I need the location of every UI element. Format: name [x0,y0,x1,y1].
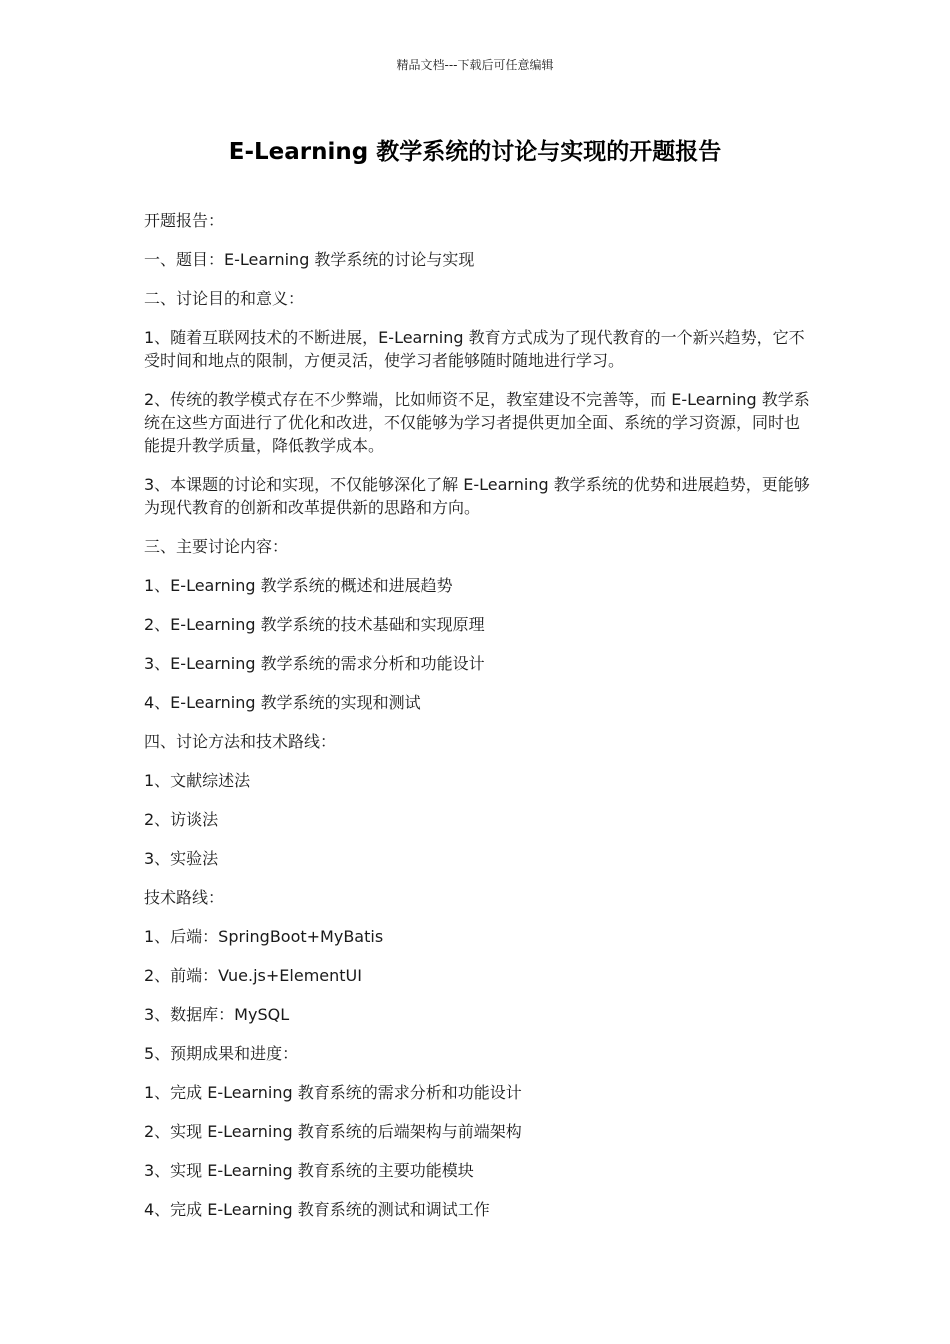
list-item-content-1: 1、E-Learning 教学系统的概述和进展趋势 [144,576,453,595]
heading-outcomes: 5、预期成果和进度： [144,1044,299,1063]
paragraph-report-label: 开题报告： [144,211,225,230]
list-item-content-2: 2、E-Learning 教学系统的技术基础和实现原理 [144,615,485,634]
document-body [144,209,814,1221]
document-title: E-Learning 教学系统的讨论与实现的开题报告 [228,139,722,165]
heading-purpose: 二、讨论目的和意义： [144,289,305,308]
heading-tech-route: 技术路线： [144,888,225,907]
list-item-outcome-3: 3、实现 E-Learning 教育系统的主要功能模块 [144,1161,474,1180]
paragraph-purpose-1: 1、随着互联网技术的不断进展，E-Learning 教育方式成为了现代教育的一个新兴趋势，它不受时间和地点的限制，方便灵活，使学习者能够随时随地进行学习。 [144,328,805,370]
list-item-content-4: 4、E-Learning 教学系统的实现和测试 [144,693,421,712]
paragraph-purpose-2: 2、传统的教学模式存在不少弊端，比如师资不足，教室建设不完善等，而 E-Learning 教学系统在这些方面进行了优化和改进，不仅能够为学习者提供更加全面、系统的学习资源，同时也能提升教学质量，降低教学成本。 [144,390,810,455]
paragraph-topic: 一、题目：E-Learning 教学系统的讨论与实现 [144,250,475,269]
list-item-content-3: 3、E-Learning 教学系统的需求分析和功能设计 [144,654,485,673]
header-note: 精品文档---下载后可任意编辑 [396,58,554,72]
list-item-method-1: 1、文献综述法 [144,771,251,790]
list-item-tech-1: 1、后端：SpringBoot+MyBatis [144,927,384,946]
paragraph-purpose-3: 3、本课题的讨论和实现，不仅能够深化了解 E-Learning 教学系统的优势和进展趋势，更能够为现代教育的创新和改革提供新的思路和方向。 [144,475,810,517]
list-item-outcome-2: 2、实现 E-Learning 教育系统的后端架构与前端架构 [144,1122,522,1141]
list-item-method-2: 2、访谈法 [144,810,219,829]
list-item-method-3: 3、实验法 [144,849,219,868]
list-item-tech-3: 3、数据库：MySQL [144,1005,290,1024]
list-item-outcome-1: 1、完成 E-Learning 教育系统的需求分析和功能设计 [144,1083,522,1102]
list-item-tech-2: 2、前端：Vue.js+ElementUI [144,966,362,985]
list-item-outcome-4: 4、完成 E-Learning 教育系统的测试和调试工作 [144,1200,490,1219]
heading-methods: 四、讨论方法和技术路线： [144,732,337,751]
heading-content: 三、主要讨论内容： [144,537,289,556]
